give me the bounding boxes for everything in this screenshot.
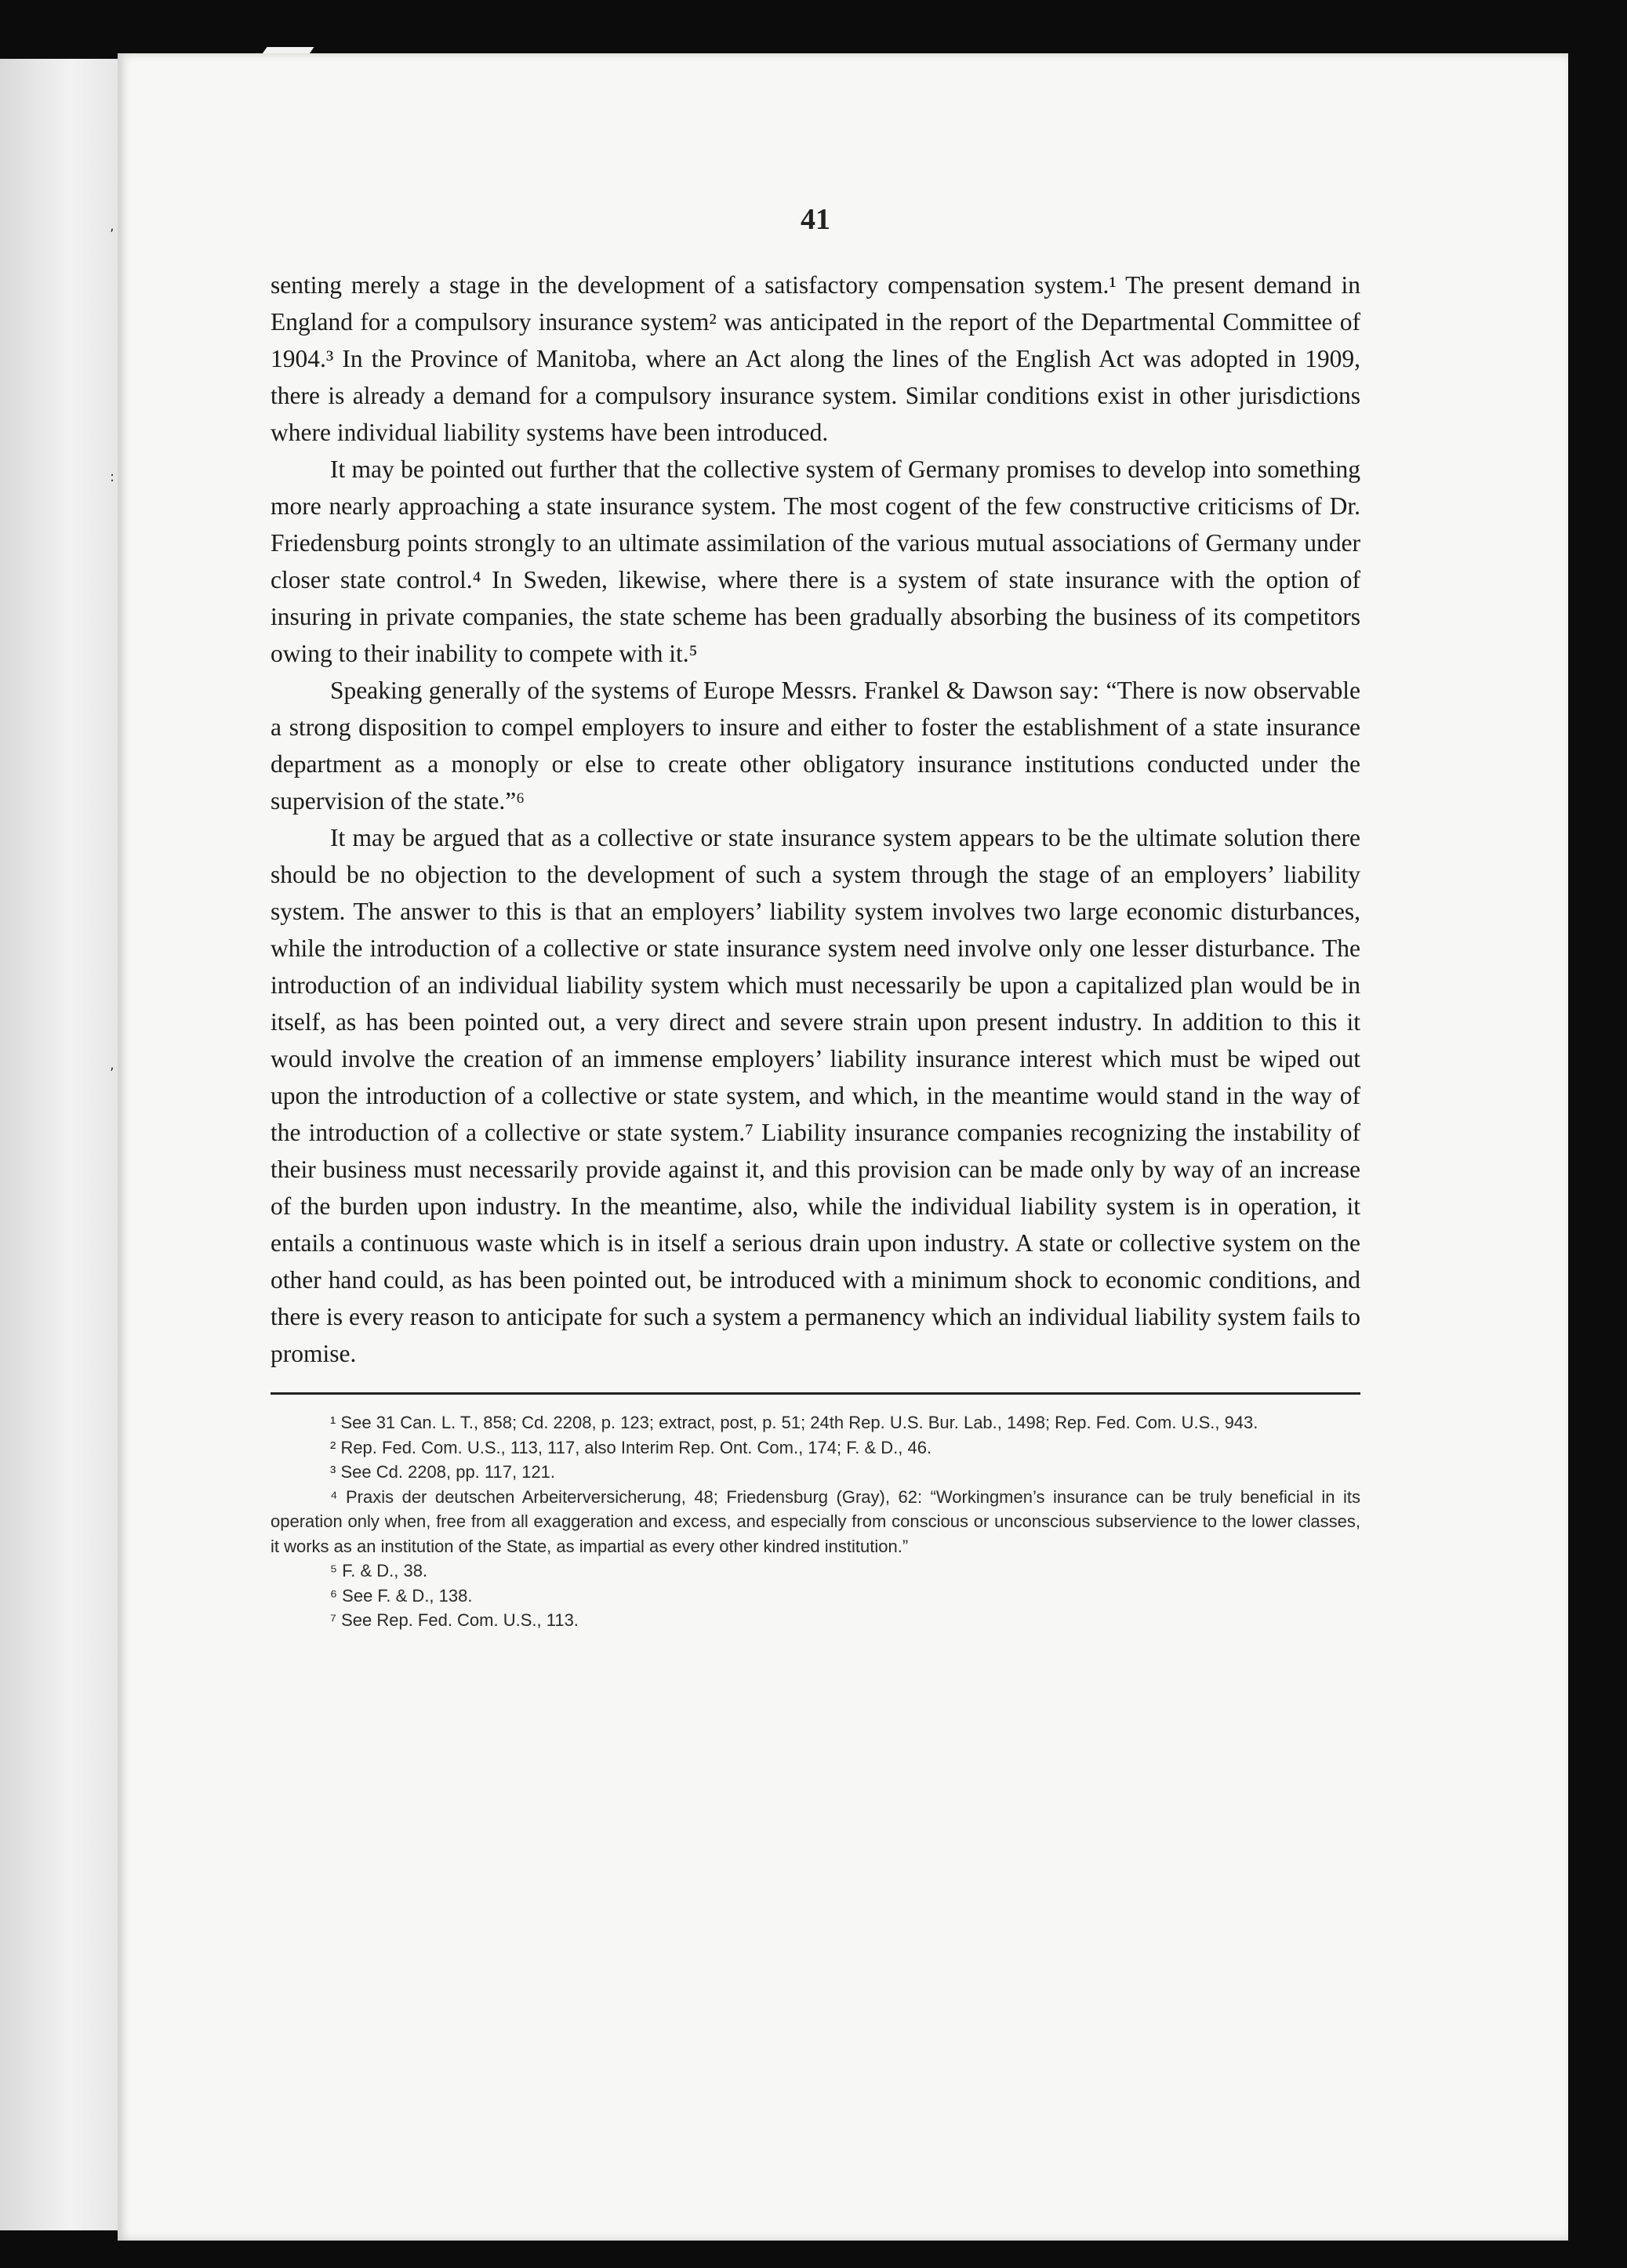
- document-page: [110, 53, 1568, 2241]
- footnote-3: ³ See Cd. 2208, pp. 117, 121.: [330, 1462, 556, 1482]
- paragraph-2: It may be pointed out further that the collective system of Germany promises to develop into something more nearly approaching a state insurance system. The most cogent of the few constructive criticisms of Dr. Friedensburg points strongly to an ultimate assimilation of the various mutual associations of Germany under closer state control.⁴ In Sweden, likewise, where there is a system of state insurance with the option of insuring in private companies, the state scheme has been gradually absorbing the business of its competitors owing to their inability to compete with it.⁵: [271, 455, 1360, 667]
- paragraph-3: Speaking generally of the systems of Europe Messrs. Frankel & Dawson say: “There is now observable a strong disposition to compel employers to insure and either to foster the establishment of a state insurance department as a monoply or else to create other obligatory insurance institutions conducted under the supervision of the state.”⁶: [271, 677, 1360, 815]
- footnote-divider: [271, 1392, 1360, 1395]
- footnote-4: ⁴ Praxis der deutschen Arbeiterversicherung, 48; Friedensburg (Gray), 62: “Workingmen’s insurance can be truly beneficial in its operation only when, free from all exaggeration and excess, and especially from conscious or unconscious subservience to the lower classes, it works as an institution of the State, as impartial as every other kindred institution.”: [271, 1486, 1360, 1556]
- footnote-6: ⁶ See F. & D., 138.: [330, 1585, 473, 1606]
- margin-tick: ,: [110, 218, 114, 234]
- footnote-1: ¹ See 31 Can. L. T., 858; Cd. 2208, p. 123; extract, post, p. 51; 24th Rep. U.S. Bur. Lab., 1498; Rep. Fed. Com. U.S., 943.: [330, 1413, 1258, 1432]
- page-number: 41: [801, 203, 830, 236]
- margin-tick: :: [110, 469, 115, 485]
- footnote-7: ⁷ See Rep. Fed. Com. U.S., 113.: [330, 1610, 579, 1630]
- margin-tick: ,: [110, 1057, 114, 1073]
- footnote-2: ² Rep. Fed. Com. U.S., 113, 117, also Interim Rep. Ont. Com., 174; F. & D., 46.: [330, 1437, 932, 1457]
- paragraph-1: senting merely a stage in the development of a satisfactory compensation system.¹ The present demand in England for a compulsory insurance system² was anticipated in the report of the Departmental Committee of 1904.³ In the Province of Manitoba, where an Act along the lines of the English Act was adopted in 1909, there is already a demand for a compulsory insurance system. Similar conditions exist in other jurisdictions where individual liability systems have been introduced.: [271, 271, 1360, 446]
- page-content: [271, 202, 1360, 1633]
- footnote-5: ⁵ F. & D., 38.: [330, 1561, 428, 1580]
- facing-page-edge: [0, 59, 118, 2230]
- paragraph-4: It may be argued that as a collective or state insurance system appears to be the ultimate solution there should be no objection to the development of such a system through the stage of an employers’ liability system. The answer to this is that an employers’ liability system involves two large economic disturbances, while the introduction of a collective or state insurance system need involve only one lesser disturbance. The introduction of an individual liability system which must necessarily be upon a capitalized plan would be in itself, as has been pointed out, a very direct and severe strain upon present industry. In addition to this it would involve the creation of an immense employers’ liability insurance interest which must be wiped out upon the introduction of a collective or state system, and which, in the meantime would stand in the way of the introduction of a collective or state system.⁷ Liability insurance companies recognizing the instability of their business must necessarily provide against it, and this provision can be made only by way of an increase of the burden upon industry. In the meantime, also, while the individual liability system is in operation, it entails a continuous waste which is in itself a serious drain upon industry. A state or collective system on the other hand could, as has been pointed out, be introduced with a minimum shock to economic conditions, and there is every reason to anticipate for such a system a permanency which an individual liability system fails to promise.: [271, 824, 1360, 1367]
